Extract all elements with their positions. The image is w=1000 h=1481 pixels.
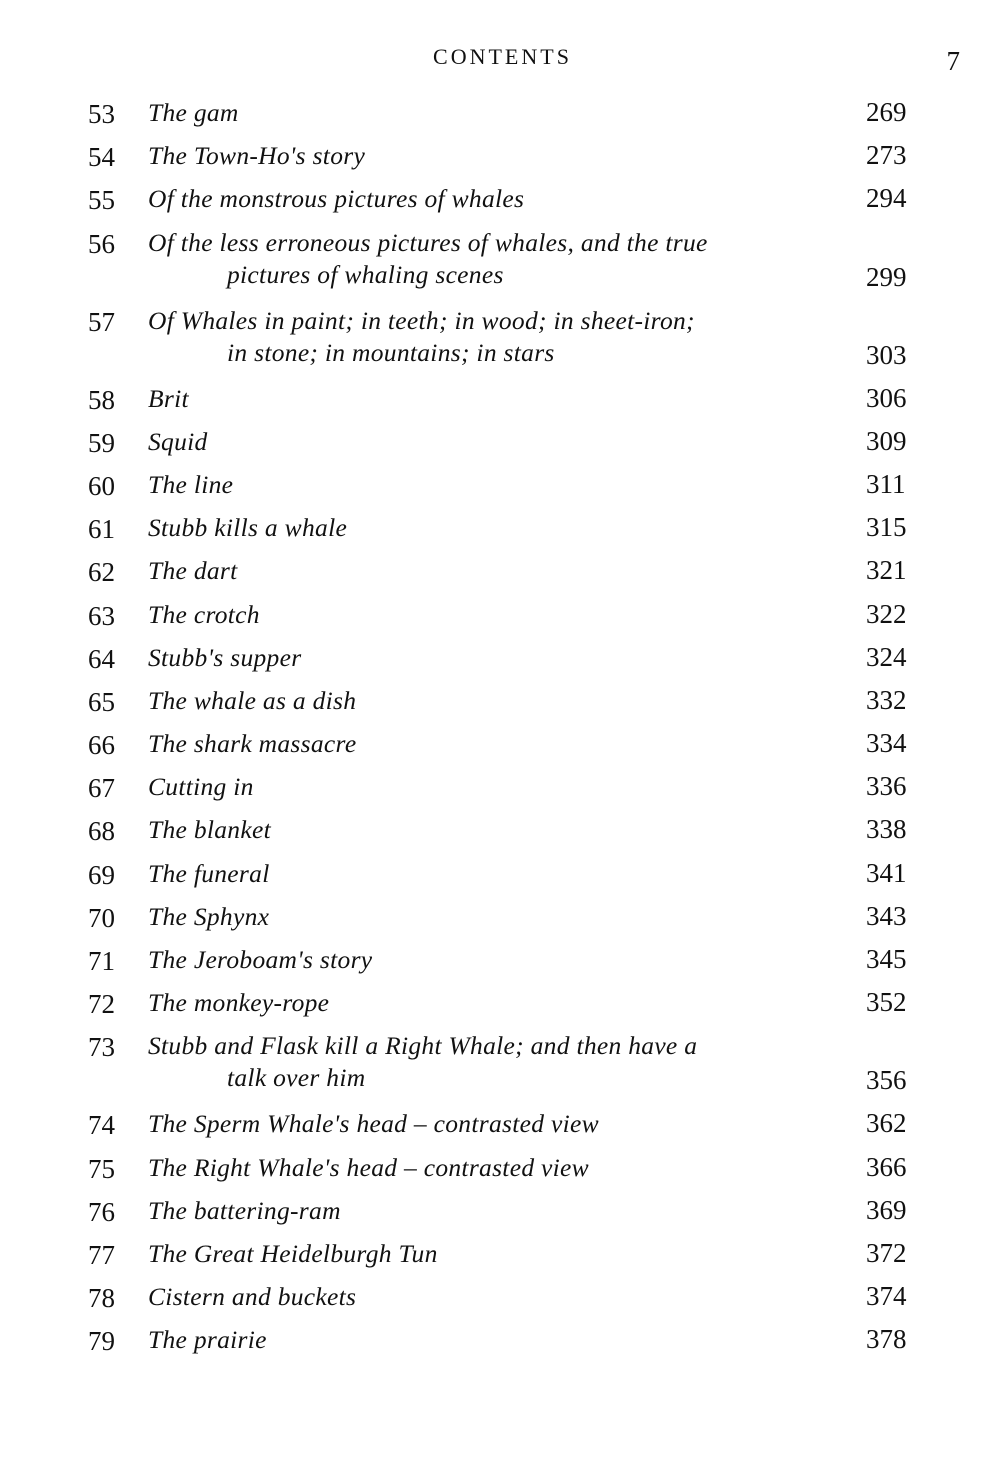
chapter-page-number: 343 (866, 900, 907, 931)
chapter-title-line: The Sperm Whale's head – contrasted view (148, 1109, 599, 1139)
chapter-page-number: 334 (866, 728, 907, 759)
chapter-title (148, 1325, 828, 1355)
chapter-title (148, 1282, 828, 1312)
page-title: CONTENTS (433, 44, 572, 69)
toc-entry (0, 510, 1000, 553)
chapter-title (148, 184, 828, 214)
chapter-page-number: 374 (866, 1281, 907, 1312)
chapter-title (148, 643, 828, 673)
chapter-title-line: Brit (148, 383, 189, 413)
toc-entry (0, 597, 1000, 640)
chapter-title-line: The Great Heidelburgh Tun (148, 1238, 438, 1268)
chapter-title (148, 513, 828, 543)
chapter-title-line: The line (148, 469, 234, 499)
chapter-number: 73 (88, 1032, 115, 1063)
chapter-title (148, 98, 828, 128)
chapter-title (148, 988, 828, 1018)
chapter-number: 69 (88, 859, 115, 890)
toc-entry (0, 1106, 1000, 1149)
chapter-number: 76 (88, 1196, 115, 1227)
chapter-number: 65 (88, 686, 115, 717)
chapter-title-line: The whale as a dish (148, 685, 357, 715)
chapter-page-number: 315 (866, 512, 907, 543)
chapter-page-number: 306 (866, 382, 907, 413)
chapter-title-continuation: in stone; in mountains; in stars (227, 337, 555, 367)
chapter-number: 60 (88, 470, 115, 501)
chapter-number: 75 (88, 1153, 115, 1184)
chapter-page-number: 336 (866, 771, 907, 802)
chapter-page-number: 311 (866, 468, 906, 499)
chapter-page-number: 299 (866, 261, 907, 292)
chapter-page-number: 322 (866, 598, 907, 629)
chapter-number: 57 (88, 306, 115, 337)
chapter-number: 55 (88, 185, 115, 216)
toc-entry (0, 640, 1000, 683)
chapter-page-number: 378 (866, 1324, 907, 1355)
chapter-title (148, 815, 828, 845)
chapter-page-number: 273 (866, 140, 907, 171)
chapter-number: 59 (88, 427, 115, 458)
toc-entry (0, 303, 1000, 381)
chapter-title-line: Of the less erroneous pictures of whales, and the true (148, 227, 708, 257)
chapter-number: 78 (88, 1283, 115, 1314)
chapter-page-number: 332 (866, 684, 907, 715)
toc-entry (0, 726, 1000, 769)
chapter-number: 74 (88, 1110, 115, 1141)
chapter-page-number: 303 (866, 339, 907, 370)
chapter-title-line: The dart (148, 556, 238, 586)
chapter-title (148, 772, 828, 802)
chapter-page-number: 366 (866, 1151, 907, 1182)
toc-entry (0, 1322, 1000, 1365)
chapter-page-number: 362 (866, 1108, 907, 1139)
chapter-title (148, 945, 828, 975)
toc-entry (0, 181, 1000, 224)
chapter-title-line: The Jeroboam's story (148, 945, 373, 974)
chapter-page-number: 294 (866, 183, 907, 214)
chapter-title-line: Squid (148, 426, 208, 456)
toc-entry (0, 467, 1000, 510)
toc-entry (0, 942, 1000, 985)
toc-entry (0, 856, 1000, 899)
chapter-number: 67 (88, 773, 115, 804)
toc-entry (0, 985, 1000, 1028)
toc-entry (0, 683, 1000, 726)
chapter-page-number: 356 (866, 1065, 907, 1096)
toc-entry (0, 424, 1000, 467)
chapter-title (148, 1196, 828, 1226)
toc-entry (0, 1279, 1000, 1322)
chapter-title-line: Cutting in (148, 772, 254, 802)
chapter-title (148, 1239, 828, 1269)
chapter-title (148, 729, 828, 759)
chapter-title-line: The shark massacre (148, 729, 357, 759)
toc-entry (0, 138, 1000, 181)
chapter-title-line: The monkey-rope (148, 988, 330, 1018)
chapter-number: 62 (88, 557, 115, 588)
chapter-title-line: Of Whales in paint; in teeth; in wood; in sheet-iron; (148, 305, 695, 335)
toc-entry (0, 1236, 1000, 1279)
chapter-title (148, 228, 828, 290)
chapter-title-continuation: pictures of whaling scenes (227, 259, 504, 289)
chapter-number: 77 (88, 1239, 115, 1270)
chapter-title-line: The Town-Ho's story (148, 141, 366, 171)
chapter-title-line: Stubb's supper (148, 642, 302, 672)
chapter-title (148, 1153, 828, 1183)
chapter-page-number: 341 (866, 857, 907, 888)
toc-entry (0, 95, 1000, 138)
table-of-contents (0, 95, 1000, 1366)
chapter-title (148, 1109, 828, 1139)
chapter-title (148, 600, 828, 630)
chapter-number: 61 (88, 514, 115, 545)
chapter-number: 54 (88, 142, 115, 173)
chapter-title-line: The Sphynx (148, 901, 270, 931)
chapter-title-line: Stubb and Flask kill a Right Whale; and then have a (148, 1031, 698, 1061)
toc-entry (0, 1150, 1000, 1193)
chapter-page-number: 338 (866, 814, 907, 845)
chapter-title-line: The crotch (148, 599, 260, 629)
chapter-number: 70 (88, 902, 115, 933)
chapter-title (148, 686, 828, 716)
chapter-title-line: The funeral (148, 858, 270, 888)
toc-entry (0, 769, 1000, 812)
chapter-title-continuation: talk over him (227, 1063, 366, 1093)
chapter-number: 58 (88, 384, 115, 415)
toc-entry (0, 381, 1000, 424)
chapter-title (148, 306, 828, 368)
chapter-title-line: Stubb kills a whale (148, 513, 348, 543)
chapter-page-number: 352 (866, 987, 907, 1018)
chapter-title-line: Of the monstrous pictures of whales (148, 184, 525, 214)
chapter-title-line: The battering-ram (148, 1195, 341, 1225)
chapter-number: 53 (88, 99, 115, 129)
chapter-title-line: The gam (148, 98, 239, 127)
chapter-title (148, 859, 828, 889)
chapter-page-number: 309 (866, 425, 907, 456)
chapter-number: 79 (88, 1326, 115, 1357)
chapter-title (148, 141, 828, 171)
toc-entry (0, 225, 1000, 303)
chapter-page-number: 345 (866, 944, 907, 974)
chapter-number: 71 (88, 946, 115, 976)
toc-entry (0, 553, 1000, 596)
chapter-title (148, 902, 828, 932)
chapter-title-line: The Right Whale's head – contrasted view (148, 1152, 589, 1182)
chapter-title-line: The blanket (148, 815, 271, 845)
chapter-page-number: 269 (866, 97, 907, 127)
toc-entry (0, 899, 1000, 942)
page-number: 7 (946, 46, 960, 76)
chapter-title-line: The prairie (148, 1325, 267, 1355)
chapter-title (148, 384, 828, 414)
chapter-title (148, 1031, 828, 1093)
chapter-number: 72 (88, 989, 115, 1020)
chapter-number: 63 (88, 600, 115, 631)
chapter-page-number: 321 (866, 555, 907, 586)
chapter-number: 68 (88, 816, 115, 847)
chapter-number: 56 (88, 228, 115, 259)
page-header (0, 44, 1000, 74)
chapter-title (148, 470, 828, 500)
toc-entry (0, 1028, 1000, 1106)
toc-entry (0, 812, 1000, 855)
toc-entry (0, 1193, 1000, 1236)
chapter-page-number: 369 (866, 1194, 907, 1225)
chapter-number: 66 (88, 730, 115, 761)
chapter-title-line: Cistern and buckets (148, 1282, 357, 1312)
chapter-page-number: 324 (866, 641, 907, 672)
chapter-page-number: 372 (866, 1237, 907, 1268)
chapter-title (148, 556, 828, 586)
chapter-number: 64 (88, 643, 115, 674)
chapter-title (148, 427, 828, 457)
